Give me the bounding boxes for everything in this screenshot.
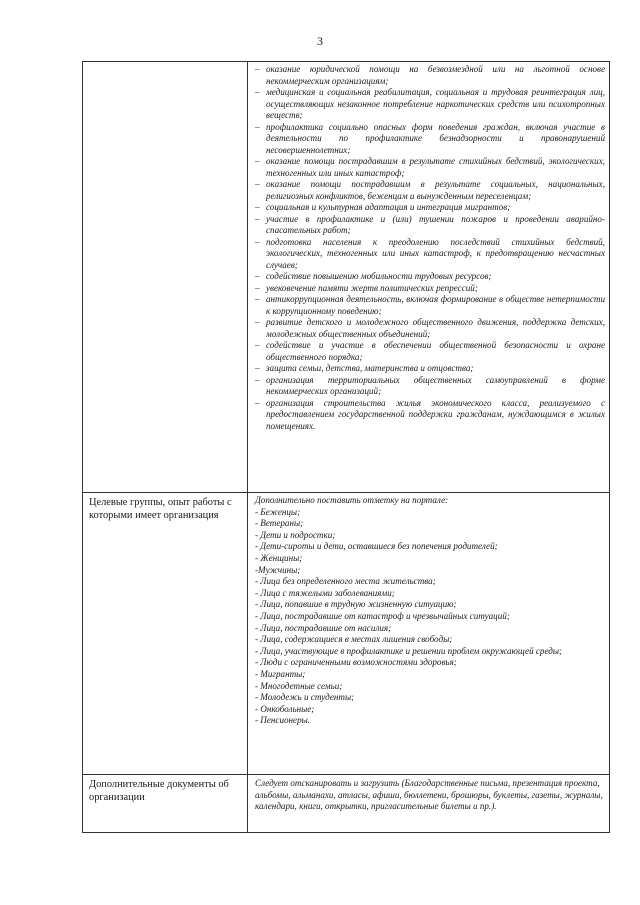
target-group-item: - Лица с тяжелыми заболеваниями;: [255, 587, 395, 598]
target-group-item: - Молодежь и студенты;: [255, 692, 355, 703]
target-group-item: - Многодетные семьи;: [255, 680, 343, 691]
activity-item: – оказание помощи пострадавшим в результате стихийных бедствий, экологических, техногенных или иных катастроф;: [255, 156, 605, 179]
additional-documents-row: [83, 775, 610, 833]
target-group-item: - Лица, участвующие в профилактике и решении проблем окружающей среды;: [255, 645, 563, 656]
activity-item: – организация строительства жилья экономического класса, реализуемого с предоставлением государственной поддержки гражданам, нуждающимся в жилых помещениях.: [255, 398, 605, 433]
target-group-item: - Лица, пострадавшие от катастроф и чрезвычайных ситуаций;: [255, 610, 510, 621]
additional-documents-label: Дополнительные документы об организации: [89, 779, 229, 804]
target-group-item: - Лица, попавшие в трудную жизненную ситуацию;: [255, 599, 457, 610]
target-group-item: - Беженцы;: [255, 506, 301, 517]
organization-info-table: [82, 61, 610, 833]
activity-item: – развитие детского и молодежного общественного движения, поддержка детских, молодежных общественных объединений;: [255, 317, 605, 340]
activities-label-cell: [83, 62, 248, 493]
target-groups-label: Целевые группы, опыт работы с которыми имеет организация: [89, 497, 232, 522]
target-groups-label-cell: [83, 493, 248, 775]
target-groups-intro: Дополнительно поставить отметку на портале:: [255, 495, 449, 505]
activity-item: – организация территориальных общественных самоуправлений в форме некоммерческих организаций;: [255, 375, 605, 398]
activity-item: – социальная и культурная адаптация и интеграция мигрантов;: [255, 202, 605, 214]
activity-item: – медицинская и социальная реабилитация, социальная и трудовая реинтеграция лиц, осуществляющих незаконное потребление наркотических средств или психотропных веществ;: [255, 87, 605, 122]
activity-item: – участие в профилактике и (или) тушении пожаров и проведении аварийно-спасательных работ;: [255, 214, 605, 237]
activities-row: [83, 62, 610, 493]
activity-item: – оказание помощи пострадавшим в результате социальных, национальных, религиозных конфликтов, беженцам и вынужденным переселенцам;: [255, 179, 605, 202]
activity-item: – содействие и участие в обеспечении общественной безопасности и охране общественного порядка;: [255, 340, 605, 363]
page-number: 3: [317, 34, 323, 48]
target-group-item: - Лица без определенного места жительства;: [255, 576, 436, 587]
target-group-item: - Лица, пострадавшие от насилия;: [255, 622, 392, 633]
target-group-item: - Ветераны;: [255, 518, 304, 529]
activity-item: – защита семьи, детства, материнства и отцовства;: [255, 363, 605, 375]
activity-item: – увековечение памяти жертв политических репрессий;: [255, 283, 605, 295]
additional-documents-text-cell: [248, 775, 610, 833]
additional-documents-label-cell: [83, 775, 248, 833]
target-group-item: - Онкобольные;: [255, 703, 315, 714]
target-groups-row: [83, 493, 610, 775]
target-group-item: - Мигранты;: [255, 668, 306, 679]
activity-item: – содействие повышению мобильности трудовых ресурсов;: [255, 271, 605, 283]
target-group-item: -Мужчины;: [255, 564, 301, 575]
target-group-item: - Лица, содержащиеся в местах лишения свободы;: [255, 634, 453, 645]
activities-list: [255, 64, 605, 432]
activity-item: – профилактика социально опасных форм поведения граждан, включая участие в деятельности по профилактике безнадзорности и правонарушений несовершеннолетних;: [255, 122, 605, 157]
target-group-item: - Дети-сироты и дети, оставшиеся без попечения родителей;: [255, 541, 498, 552]
activity-item: – оказание юридической помощи на безвозмездной или на льготной основе некоммерческим организациям;: [255, 64, 605, 87]
activity-item: – антикоррупционная деятельность, включая формирование в обществе нетерпимости к коррупционному поведению;: [255, 294, 605, 317]
target-group-item: - Женщины;: [255, 552, 303, 563]
activities-list-cell: [248, 62, 610, 493]
target-groups-list-cell: [248, 493, 610, 775]
additional-documents-text: Следует отсканировать и загрузить (Благодарственные письма, презентация проекта, альбомы, альманахи, атласы, афиши, бюллетени, брошюры, буклеты, газеты, журналы, календари, книги, открытки, пригласительные билеты и пр.).: [255, 778, 603, 812]
target-group-item: - Люди с ограниченными возможностями здоровья;: [255, 657, 457, 668]
activity-item: – подготовка населения к преодолению последствий стихийных бедствий, экологических, техногенных или иных катастроф, к предотвращению несчастных случаев;: [255, 237, 605, 272]
target-group-item: - Пенсионеры.: [255, 715, 311, 726]
target-group-item: - Дети и подростки;: [255, 529, 336, 540]
